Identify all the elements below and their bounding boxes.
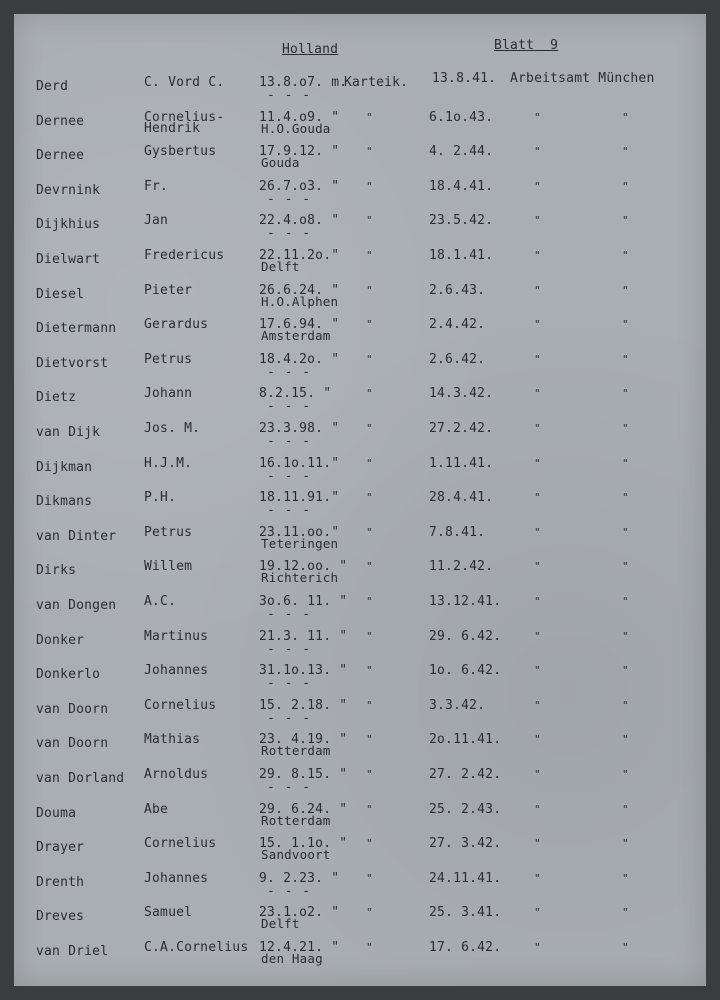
row-dash-marker: - - -	[267, 434, 312, 449]
row-ditto-mark: "	[622, 768, 629, 781]
row-date-entry: 25. 2.43.	[429, 802, 502, 817]
row-ditto-mark: "	[534, 145, 541, 158]
row-first-name: C. Vord C.	[144, 75, 225, 90]
row-ditto-mark: "	[534, 664, 541, 677]
row-date-entry: 13.12.41.	[429, 594, 502, 609]
row-dash-marker: - - -	[267, 780, 312, 795]
row-ditto-mark: "	[622, 699, 629, 712]
row-birth-date: 19.12.oo. "	[259, 559, 348, 574]
row-surname: Dreves	[36, 909, 85, 924]
row-surname: Dijkhius	[36, 217, 101, 232]
row-surname: Douma	[36, 806, 77, 821]
row-first-name-continued: Hendrik	[144, 121, 201, 136]
row-birthplace: Delft	[261, 916, 300, 931]
row-birth-date: 12.4.21. "	[259, 940, 340, 955]
row-surname: Donker	[36, 633, 85, 648]
row-surname: van Dongen	[36, 598, 117, 613]
row-first-name: Cornelius	[144, 698, 217, 713]
row-ditto-mark: "	[534, 284, 541, 297]
row-birth-date: 23.11.oo."	[259, 525, 340, 540]
row-surname: Dietermann	[36, 321, 117, 336]
row-birthplace: Rotterdam	[261, 813, 331, 828]
row-first-name: Gysbertus	[144, 144, 217, 159]
row-date-entry: 13.8.41.	[432, 71, 497, 86]
row-ditto-mark: "	[534, 803, 541, 816]
row-birth-date: 17.9.12. "	[259, 144, 340, 159]
row-dash-marker: - - -	[267, 884, 312, 899]
row-ditto-mark: "	[622, 249, 629, 262]
row-ditto-mark: "	[622, 664, 629, 677]
row-date-entry: 3.3.42.	[429, 698, 486, 713]
row-surname: Diesel	[36, 287, 85, 302]
row-first-name: Abe	[144, 802, 169, 817]
row-first-name: Gerardus	[144, 317, 209, 332]
row-birth-date: 11.4.o9. "	[259, 110, 340, 125]
row-first-name: Johannes	[144, 871, 209, 886]
row-ditto-mark: "	[366, 630, 373, 643]
row-surname: van Dorland	[36, 771, 125, 786]
row-first-name: Jos. M.	[144, 421, 201, 436]
row-date-entry: 27.2.42.	[429, 421, 494, 436]
row-ditto-mark: "	[534, 457, 541, 470]
row-ditto-mark: "	[366, 560, 373, 573]
row-birth-date: 18.11.91."	[259, 490, 340, 505]
row-ditto-mark: "	[534, 595, 541, 608]
row-first-name: C.A.Cornelius	[144, 940, 249, 955]
row-ditto-mark: "	[366, 284, 373, 297]
row-ditto-mark: "	[534, 872, 541, 885]
row-ditto-mark: "	[622, 353, 629, 366]
row-birth-date: 17.6.94. "	[259, 317, 340, 332]
row-birth-date: 26.6.24. "	[259, 283, 340, 298]
row-ditto-mark: "	[366, 457, 373, 470]
row-first-name: A.C.	[144, 594, 177, 609]
row-date-entry: 4. 2.44.	[429, 144, 494, 159]
row-ditto-mark: "	[366, 318, 373, 331]
row-ditto-mark: "	[366, 422, 373, 435]
row-ditto-mark: "	[366, 803, 373, 816]
row-birth-date: 18.4.2o. "	[259, 352, 340, 367]
row-dash-marker: - - -	[267, 399, 312, 414]
row-dash-marker: - - -	[267, 192, 312, 207]
row-birthplace: Teteringen	[261, 536, 339, 551]
row-surname: Dijkman	[36, 460, 93, 475]
row-birthplace: H.O.Alphen	[261, 294, 339, 309]
row-dash-marker: - - -	[267, 469, 312, 484]
row-first-name: Johann	[144, 386, 193, 401]
row-surname: Dirks	[36, 563, 77, 578]
row-date-entry: 18.4.41.	[429, 179, 494, 194]
row-ditto-mark: "	[366, 111, 373, 124]
row-ditto-mark: "	[366, 180, 373, 193]
row-ditto-mark: "	[622, 803, 629, 816]
row-date-entry: 2.4.42.	[429, 317, 486, 332]
row-ditto-mark: "	[366, 906, 373, 919]
row-surname: Dielwart	[36, 252, 101, 267]
row-ditto-mark: "	[366, 699, 373, 712]
row-ditto-mark: "	[622, 837, 629, 850]
row-ditto-mark: "	[366, 595, 373, 608]
row-ditto-mark: "	[534, 526, 541, 539]
row-dash-marker: - - -	[267, 676, 312, 691]
row-date-entry: 11.2.42.	[429, 559, 494, 574]
row-dash-marker: - - -	[267, 642, 312, 657]
row-date-entry: 23.5.42.	[429, 213, 494, 228]
row-first-name: Cornelius-	[144, 110, 225, 125]
row-birth-date: 9. 2.23. "	[259, 871, 340, 886]
row-date-entry: 17. 6.42.	[429, 940, 502, 955]
row-birth-date: 29. 6.24. "	[259, 802, 348, 817]
row-surname: Dikmans	[36, 494, 93, 509]
row-date-entry: 2.6.43.	[429, 283, 486, 298]
row-ditto-mark: "	[534, 733, 541, 746]
row-birth-date: 8.2.15. "	[259, 386, 332, 401]
row-ditto-mark: "	[622, 457, 629, 470]
row-birth-date: 23. 4.19. "	[259, 732, 348, 747]
row-date-entry: 2o.11.41.	[429, 732, 502, 747]
row-date-entry: 27. 3.42.	[429, 836, 502, 851]
row-ditto-mark: "	[534, 941, 541, 954]
row-first-name: Petrus	[144, 352, 193, 367]
row-ditto-mark: "	[366, 526, 373, 539]
row-ditto-mark: "	[366, 145, 373, 158]
row-ditto-mark: "	[366, 249, 373, 262]
row-birthplace: H.O.Gouda	[261, 121, 331, 136]
row-ditto-mark: "	[366, 353, 373, 366]
row-date-entry: 1.11.41.	[429, 456, 494, 471]
row-date-entry: 7.8.41.	[429, 525, 486, 540]
row-date-entry: 2.6.42.	[429, 352, 486, 367]
row-date-entry: 14.3.42.	[429, 386, 494, 401]
row-dash-marker: - - -	[267, 226, 312, 241]
row-birthplace: Amsterdam	[261, 328, 331, 343]
row-first-name: Johannes	[144, 663, 209, 678]
row-ditto-mark: "	[534, 491, 541, 504]
row-surname: Dietz	[36, 390, 77, 405]
row-date-entry: 27. 2.42.	[429, 767, 502, 782]
row-surname: van Dijk	[36, 425, 101, 440]
row-first-name: Jan	[144, 213, 169, 228]
row-surname: Drenth	[36, 875, 85, 890]
row-birthplace: Rotterdam	[261, 743, 331, 758]
row-birthplace: Delft	[261, 259, 300, 274]
row-first-name: Arnoldus	[144, 767, 209, 782]
row-surname: van Doorn	[36, 736, 109, 751]
row-date-entry: 18.1.41.	[429, 248, 494, 263]
row-ditto-mark: "	[622, 387, 629, 400]
row-ditto-mark: "	[622, 111, 629, 124]
row-ditto-mark: "	[622, 526, 629, 539]
row-birth-date: 16.1o.11."	[259, 456, 340, 471]
row-first-name: Samuel	[144, 905, 193, 920]
row-ditto-mark: "	[622, 941, 629, 954]
row-ditto-mark: "	[534, 111, 541, 124]
row-surname: van Driel	[36, 944, 109, 959]
row-birthplace: den Haag	[261, 951, 323, 966]
row-ditto-mark: "	[534, 180, 541, 193]
row-surname: van Dinter	[36, 529, 117, 544]
row-birth-date: 15. 1.1o. "	[259, 836, 348, 851]
row-ditto-mark: "	[622, 906, 629, 919]
row-ditto-mark: "	[366, 491, 373, 504]
row-ditto-mark: "	[622, 630, 629, 643]
row-ditto-mark: "	[366, 733, 373, 746]
row-ditto-mark: "	[534, 249, 541, 262]
row-birth-date: 21.3. 11. "	[259, 629, 348, 644]
row-birth-date: 3o.6. 11. "	[259, 594, 348, 609]
row-first-name: H.J.M.	[144, 456, 193, 471]
row-first-name: Cornelius	[144, 836, 217, 851]
row-dash-marker: - - -	[267, 365, 312, 380]
row-surname: Derd	[36, 79, 69, 94]
sheet-number: Blatt 9	[494, 38, 559, 53]
row-ditto-mark: "	[622, 284, 629, 297]
row-ditto-mark: "	[622, 872, 629, 885]
row-date-entry: 6.1o.43.	[429, 110, 494, 125]
row-ditto-mark: "	[622, 145, 629, 158]
row-employment-office: Arbeitsamt München	[510, 71, 655, 86]
country-heading: Holland	[282, 42, 339, 57]
row-first-name: Martinus	[144, 629, 209, 644]
row-card-index-mark: Karteik.	[344, 75, 409, 90]
row-birth-date: 22.11.2o."	[259, 248, 340, 263]
row-date-entry: 1o. 6.42.	[429, 663, 502, 678]
row-surname: Donkerlo	[36, 667, 101, 682]
row-surname: Devrnink	[36, 183, 101, 198]
row-birthplace: Gouda	[261, 155, 300, 170]
row-surname: Dietvorst	[36, 356, 109, 371]
row-surname: Drayer	[36, 840, 85, 855]
row-ditto-mark: "	[534, 387, 541, 400]
row-ditto-mark: "	[622, 318, 629, 331]
row-first-name: Pieter	[144, 283, 193, 298]
row-ditto-mark: "	[366, 664, 373, 677]
row-birth-date: 23.3.98. "	[259, 421, 340, 436]
row-ditto-mark: "	[534, 318, 541, 331]
row-ditto-mark: "	[534, 422, 541, 435]
row-birth-date: 26.7.o3. "	[259, 179, 340, 194]
row-ditto-mark: "	[622, 491, 629, 504]
row-surname: van Doorn	[36, 702, 109, 717]
row-surname: Dernee	[36, 148, 85, 163]
row-ditto-mark: "	[622, 180, 629, 193]
row-date-entry: 25. 3.41.	[429, 905, 502, 920]
row-birth-date: 13.8.o7. m.	[259, 75, 348, 90]
row-ditto-mark: "	[622, 214, 629, 227]
row-birthplace: Richterich	[261, 570, 339, 585]
row-ditto-mark: "	[534, 630, 541, 643]
row-dash-marker: - - -	[267, 607, 312, 622]
document-page	[14, 14, 706, 986]
row-ditto-mark: "	[622, 733, 629, 746]
row-ditto-mark: "	[366, 941, 373, 954]
row-birth-date: 22.4.o8. "	[259, 213, 340, 228]
row-ditto-mark: "	[366, 768, 373, 781]
row-first-name: Fredericus	[144, 248, 225, 263]
row-date-entry: 28.4.41.	[429, 490, 494, 505]
row-ditto-mark: "	[534, 353, 541, 366]
row-first-name: Willem	[144, 559, 193, 574]
row-ditto-mark: "	[366, 214, 373, 227]
row-birth-date: 31.1o.13. "	[259, 663, 348, 678]
row-surname: Dernee	[36, 114, 85, 129]
row-first-name: Petrus	[144, 525, 193, 540]
row-ditto-mark: "	[622, 595, 629, 608]
row-birth-date: 29. 8.15. "	[259, 767, 348, 782]
row-ditto-mark: "	[366, 387, 373, 400]
row-first-name: Fr.	[144, 179, 169, 194]
row-birth-date: 23.1.o2. "	[259, 905, 340, 920]
row-dash-marker: - - -	[267, 503, 312, 518]
row-first-name: P.H.	[144, 490, 177, 505]
row-ditto-mark: "	[622, 422, 629, 435]
row-ditto-mark: "	[534, 837, 541, 850]
row-ditto-mark: "	[534, 768, 541, 781]
row-ditto-mark: "	[366, 872, 373, 885]
row-dash-marker: - - -	[267, 88, 312, 103]
row-ditto-mark: "	[534, 906, 541, 919]
row-ditto-mark: "	[534, 560, 541, 573]
row-ditto-mark: "	[366, 837, 373, 850]
row-date-entry: 29. 6.42.	[429, 629, 502, 644]
row-birthplace: Sandvoort	[261, 847, 331, 862]
row-ditto-mark: "	[622, 560, 629, 573]
row-first-name: Mathias	[144, 732, 201, 747]
row-date-entry: 24.11.41.	[429, 871, 502, 886]
row-ditto-mark: "	[534, 214, 541, 227]
row-dash-marker: - - -	[267, 711, 312, 726]
row-birth-date: 15. 2.18. "	[259, 698, 348, 713]
row-ditto-mark: "	[534, 699, 541, 712]
